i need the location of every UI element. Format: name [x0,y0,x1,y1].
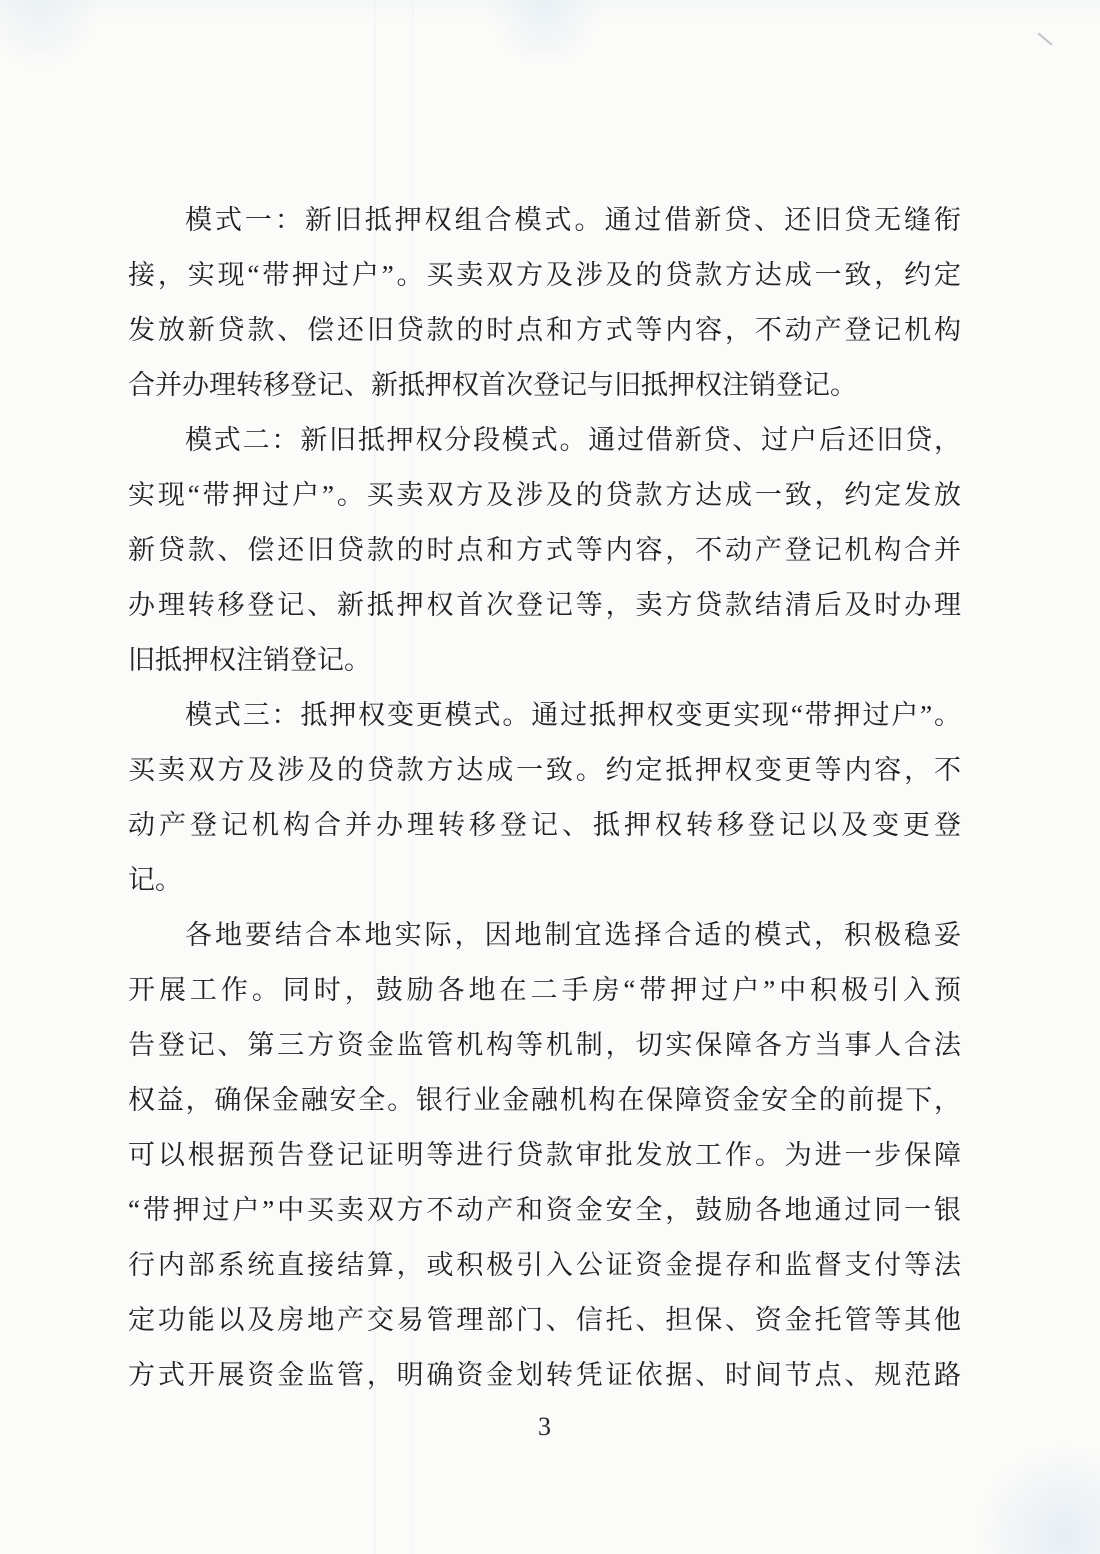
text-line: 权益，确保金融安全。银行业金融机构在保障资金安全的前提下， [128,1085,961,1115]
document-body [128,193,961,1403]
text-line: 开展工作。同时，鼓励各地在二手房“带押过户”中积极引入预 [128,975,961,1005]
text-line: 可以根据预告登记证明等进行贷款审批发放工作。为进一步保障 [128,1140,961,1170]
paragraph [128,908,961,1403]
text-line: 告登记、第三方资金监管机构等机制，切实保障各方当事人合法 [128,1030,961,1060]
text-line: 行内部系统直接结算，或积极引入公证资金提存和监督支付等法 [128,1250,961,1280]
text-line: 旧抵押权注销登记。 [128,645,371,675]
paragraph [128,193,961,413]
text-line: “带押过户”中买卖双方不动产和资金安全，鼓励各地通过同一银 [128,1195,961,1225]
text-line: 模式一：新旧抵押权组合模式。通过借新贷、还旧贷无缝衔 [185,205,961,235]
text-line: 各地要结合本地实际，因地制宜选择合适的模式，积极稳妥 [185,920,961,950]
text-line: 买卖双方及涉及的贷款方达成一致。约定抵押权变更等内容，不 [128,755,961,785]
text-line: 实现“带押过户”。买卖双方及涉及的贷款方达成一致，约定发放 [128,480,961,510]
text-line: 记。 [128,865,182,895]
paragraph [128,688,961,908]
text-line: 模式二：新旧抵押权分段模式。通过借新贷、过户后还旧贷， [185,425,961,455]
text-line: 方式开展资金监管，明确资金划转凭证依据、时间节点、规范路 [128,1360,961,1390]
paragraph [128,413,961,688]
text-line: 办理转移登记、新抵押权首次登记等，卖方贷款结清后及时办理 [128,590,961,620]
page-number: 3 [538,1412,551,1441]
text-line: 接，实现“带押过户”。买卖双方及涉及的贷款方达成一致，约定 [128,260,961,290]
text-line: 定功能以及房地产交易管理部门、信托、担保、资金托管等其他 [128,1305,961,1335]
text-line: 动产登记机构合并办理转移登记、抵押权转移登记以及变更登 [128,810,961,840]
text-line: 发放新贷款、偿还旧贷款的时点和方式等内容，不动产登记机构 [128,315,961,345]
text-line: 模式三：抵押权变更模式。通过抵押权变更实现“带押过户”。 [185,700,961,730]
scan-scratch-mark [1037,32,1052,45]
text-line: 新贷款、偿还旧贷款的时点和方式等内容，不动产登记机构合并 [128,535,961,565]
text-line: 合并办理转移登记、新抵押权首次登记与旧抵押权注销登记。 [128,370,857,400]
